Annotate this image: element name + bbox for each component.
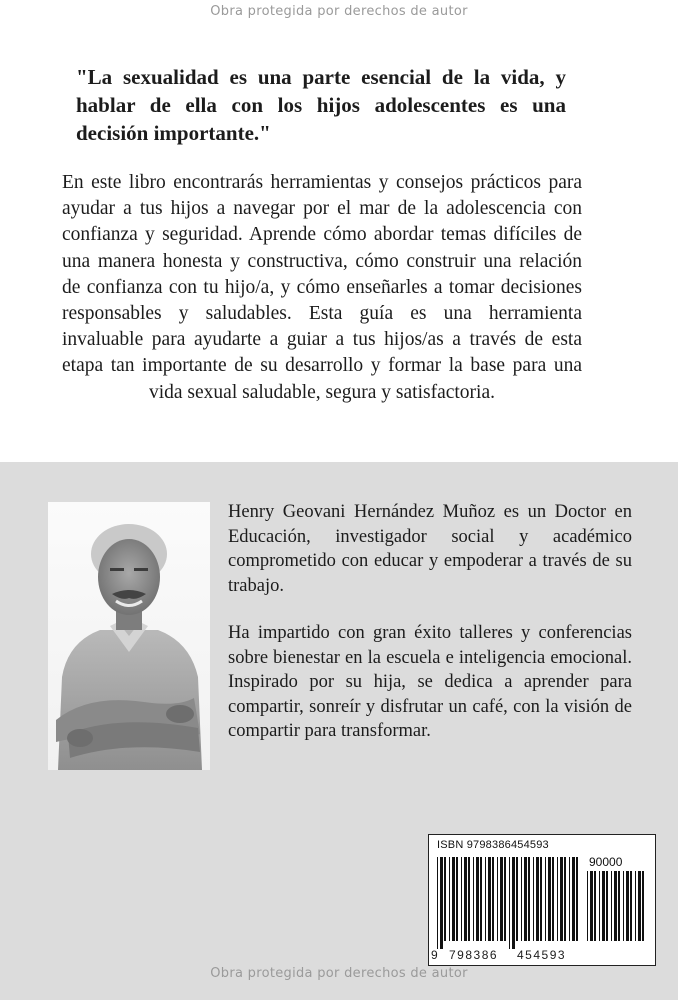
barcode-bar: [540, 857, 542, 941]
barcode-bar: [492, 857, 494, 941]
barcode-bar: [545, 857, 546, 941]
barcode-bar: [533, 857, 534, 941]
isbn-barcode: [428, 834, 656, 966]
barcode-bar: [606, 871, 608, 941]
barcode-bar: [456, 857, 458, 941]
barcode-bar: [524, 857, 527, 941]
barcode-bar: [618, 871, 620, 941]
barcode-bar: [557, 857, 558, 941]
barcode-bar: [642, 871, 644, 941]
barcode-bar: [500, 857, 503, 941]
barcode-bar: [572, 857, 575, 941]
barcode-bar: [548, 857, 551, 941]
book-blurb: En este libro encontrarás herramientas y consejos prácticos para ayudar a tus hijos a navegar por el mar de la adolescencia con confianza y seguridad. Aprende cómo abordar temas difíciles de una manera honesta y constructiva, cómo construir una relación de confianza con tu hijo/a, y cómo enseñarles a tomar decisiones responsables y saludables. Esta guía es una herramienta invaluable para ayudarte a guiar a tus hijos/as a través de esta etapa tan importante de su desarrollo y formar la base para una vida sexual saludable, segura y satisfactoria.: [62, 172, 582, 403]
barcode-main-bars: [437, 857, 583, 949]
barcode-bar: [630, 871, 632, 941]
barcode-bar: [594, 871, 596, 941]
barcode-bar: [552, 857, 554, 941]
barcode-bar: [638, 871, 641, 941]
barcode-bar: [476, 857, 479, 941]
barcode-bar: [444, 857, 446, 941]
barcode-bar: [468, 857, 470, 941]
author-photo: [48, 502, 210, 770]
barcode-bar: [440, 857, 443, 949]
barcode-bar: [626, 871, 629, 941]
barcode-bar: [512, 857, 515, 949]
barcode-digits-left: 798386: [449, 948, 499, 962]
barcode-bar: [602, 871, 605, 941]
barcode-digits-right: 454593: [517, 948, 567, 962]
barcode-bar: [449, 857, 450, 941]
barcode-bar: [497, 857, 498, 941]
barcode-bar: [504, 857, 506, 941]
barcode-bar: [516, 857, 518, 941]
barcode-bar: [464, 857, 467, 941]
barcode-bar: [528, 857, 530, 941]
barcode-digit-first: 9: [431, 948, 438, 962]
barcode-bar: [509, 857, 510, 949]
author-bio-paragraph-1: Henry Geovani Hernández Muñoz es un Doctor en Educación, investigador social y académico comprometido con educar y empoderar a través de su trabajo.: [228, 502, 632, 596]
barcode-bar: [452, 857, 455, 941]
author-portrait-image: [48, 502, 210, 770]
barcode-bar: [473, 857, 474, 941]
barcode-bar: [635, 871, 636, 941]
barcode-bar: [623, 871, 624, 941]
barcode-bar: [590, 871, 593, 941]
barcode-bar: [536, 857, 539, 941]
barcode-bar: [521, 857, 522, 941]
barcode-addon-bars: [587, 871, 647, 949]
watermark-top: Obra protegida por derechos de autor: [210, 4, 468, 19]
price-code: 90000: [589, 855, 623, 869]
barcode-bar: [564, 857, 566, 941]
barcode-bar: [485, 857, 486, 941]
barcode-bar: [480, 857, 482, 941]
barcode-bar: [488, 857, 491, 941]
barcode-bar: [599, 871, 600, 941]
barcode-bar: [614, 871, 617, 941]
watermark-bottom: Obra protegida por derechos de autor: [210, 966, 468, 981]
barcode-bar: [560, 857, 563, 941]
barcode-bar: [437, 857, 438, 949]
barcode-bar: [461, 857, 462, 941]
barcode-bar: [611, 871, 612, 941]
author-bio-paragraph-2: Ha impartido con gran éxito talleres y conferencias sobre bienestar en la escuela e inteligencia emocional. Inspirado por su hija, se dedica a aprender para compartir, sonreír y disfrutar un café, con la visión de compartir para transformar.: [228, 623, 632, 741]
cover-quote: "La sexualidad es una parte esencial de la vida, y hablar de ella con los hijos adolescentes es una decisión importante.": [76, 65, 566, 145]
barcode-bar: [576, 857, 578, 941]
isbn-label: ISBN 9798386454593: [437, 839, 549, 851]
barcode-bar: [569, 857, 570, 941]
barcode-bar: [587, 871, 588, 941]
